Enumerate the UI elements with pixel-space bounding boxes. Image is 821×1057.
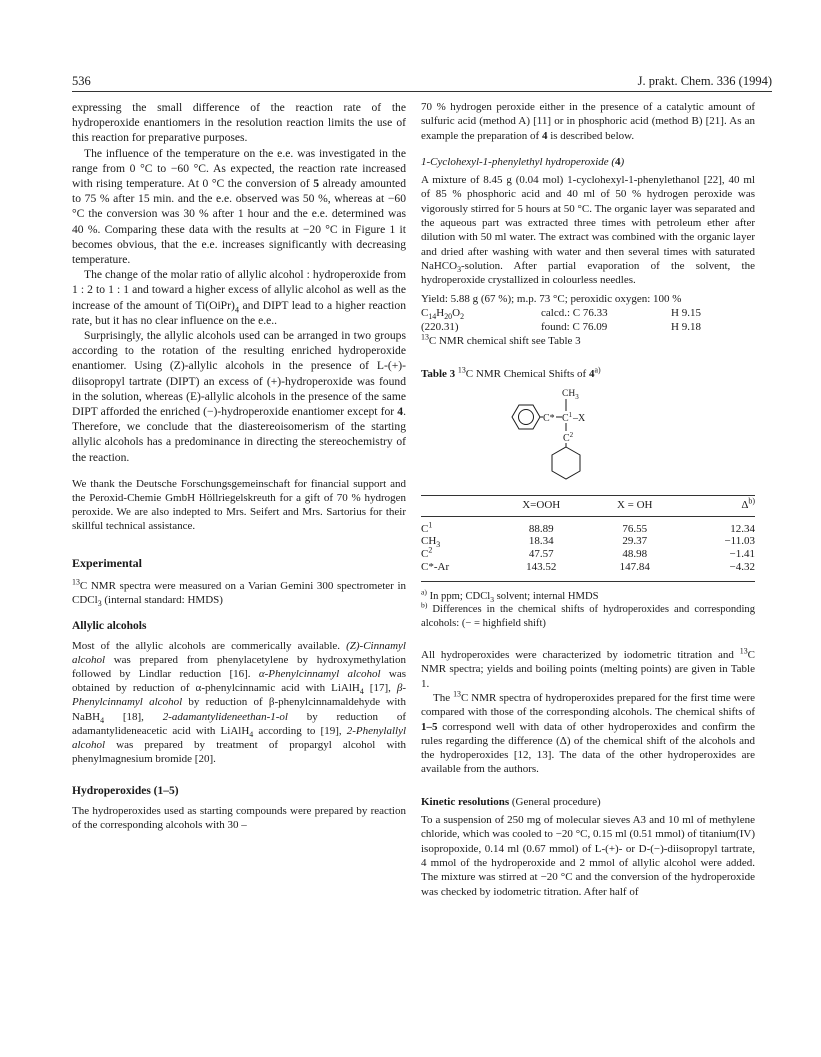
kinetic-paragraph: To a suspension of 250 mg of molecular sieves A3 and 10 ml of methylene chloride, which was cooled to −20 °C, 0.15 ml (0.51 mmol) of titanium(IV) isopropoxide, 0.14 ml (0.67 mmol) of L-(+)- or D-(−)-diisopropyl tartrate, 4 mmol of the hydroperoxide and 2 mmol of allylic alcohol were added. The mixture was stirred at −20 °C and the conversion of the hydroperoxide was checked by iodometric titration. After half of — [421, 814, 755, 898]
page-number: 536 — [72, 74, 91, 88]
paragraph-continued: expressing the small difference of the reaction rate of the hydroperoxide enantiomers in the resolution reaction limits the use of this reaction for preparative purposes. — [72, 101, 406, 145]
col-header-delta: $\Delta^{b)}$ — [682, 496, 756, 516]
hydroperoxides-heading: Hydroperoxides (1–5) — [72, 785, 179, 798]
table-title: Table 3 $^{13}$C NMR Chemical Shifts of 4$^{a)}$ — [421, 365, 601, 380]
compound-heading: 1-Cyclohexyl-1-phenylethyl hydroperoxide (4) — [421, 155, 625, 168]
paragraph-temperature: The influence of the temperature on the e.e. was investigated in the range from 0 °C to −60 °C. As expected, the reaction rate increased with rising temperature. At 0 °C the conversion of 5 already amounted to 75 % after 15 min. and the e.e. observed was 50 %, whereas at −60 °C the conversion was 30 % after 1 hour and the e.e. determined was 40 %. Comparing these data with the results at −20 °C in Figure 1 it becomes obvious, that the e.e. increases significantly with decreasing temperature. — [72, 146, 406, 267]
left-column — [72, 100, 406, 832]
nmr-table — [421, 495, 755, 581]
cstar-label: C* — [543, 413, 555, 425]
x-label: –X — [573, 413, 586, 425]
table-row: $C^2$ 47.57 48.98 −1.41 — [421, 545, 755, 561]
nmr-method-paragraph: $^{13}$C NMR spectra were measured on a Varian Gemini 300 spectrometer in CDCl$_3$ (internal standard: HMDS) — [72, 577, 406, 609]
cyclohexyl-ring — [552, 447, 580, 479]
journal-reference: J. prakt. Chem. 336 (1994) — [637, 74, 772, 88]
preparation-paragraph: A mixture of 8.45 g (0.04 mol) 1-cyclohexyl-1-phenylethanol [22], 40 ml of 85 % phosphoric acid and 40 ml of 50 % hydrogen peroxide was vigorously stirred for 5 hours at 50 °C. The organic layer was separated and the aqueous part was extracted three times with petroleum ether after dilution with 50 ml water. The extract was combined with the organic layer and dried after washing with water and then several times with saturated NaHCO$_3$-solution. After partial evaporation of the solvent, the hydroperoxide crystallized in colourless needles. — [421, 174, 755, 287]
nmr-reference-line: $^{13}$C NMR chemical shift see Table 3 — [421, 332, 581, 348]
c2-label: $C^2$ — [563, 431, 574, 445]
table-row: $CH_3$ 18.34 29.37 −11.03 — [421, 535, 755, 550]
acknowledgements: We thank the Deutsche Forschungsgemeinschaft for financial support and the Peroxid-Chemie GmbH Höllriegelskreuth for a gift of 70 % hydrogen peroxide. We are also indepted to Mrs. Seifert and Mrs. Sartorius for their skillful technical assistance. — [72, 477, 406, 533]
table-row: $C^1$ 88.89 76.55 12.34 — [421, 519, 755, 535]
paragraph-allylic-groups: Surprisingly, the allylic alcohols used can be arranged in two groups according to the rotation of the resulting enriched hydroperoxide enantiomer. Using (Z)-allylic alcohols in the presence of L-(+)-diisopropyl tartrate (DIPT) an excess of (+)-hydroperoxide was found in the solution, whereas (E)-allylic alcohols in the presence of the same DIPT afforded the enriched (−)-hydroperoxide enantiomer except for 4. Therefore, we conclude that the diastereoisomerism of the starting allylic alcohols has a predominance in directing the stereochemistry of the reaction. — [72, 329, 406, 464]
hydroperoxides-paragraph: The hydroperoxides used as starting compounds were prepared by reaction of the corresponding alcohols with 30 – — [72, 804, 406, 831]
allylic-alcohols-heading: Allylic alcohols — [72, 620, 147, 633]
table-row: C*-Ar 143.52 147.84 −4.32 — [421, 561, 755, 581]
col-header-oh: X = OH — [588, 496, 682, 516]
experimental-heading: Experimental — [72, 555, 142, 570]
elemental-analysis-found: (220.31) found: C 76.09 H 9.18 — [421, 321, 701, 334]
benzene-ring — [512, 405, 540, 429]
spectra-paragraph: The $^{13}$C NMR spectra of hydroperoxides prepared for the first time were compared with those of the corresponding alcohols. The chemical shifts of 1–5 correspond well with data of other hydroperoxides and confirm the rules regarding the difference (Δ) of the chemical shift of the alcohols and the hydroperoxides [12, 13]. The data of the other hydroperoxides are available from the authors. — [421, 689, 756, 776]
table-footnote-b: $^{b)}$ Differences in the chemical shifts of hydroperoxides and corresponding alcohols: (− = highfield shift) — [421, 600, 755, 629]
c1-label: $C^1$ — [562, 411, 573, 425]
yield-line: Yield: 5.88 g (67 %); m.p. 73 °C; peroxidic oxygen: 100 % — [421, 292, 682, 305]
allylic-alcohols-paragraph: Most of the allylic alcohols are commerically available. (Z)-Cinnamyl alcohol was prepared from phenylacetylene by hydroxymethylation followed by Lindlar reduction [16]. α-Phenylcinnamyl alcohol was obtained by reduction of α-phenylcinnamic acid with LiAlH$_4$ [17], β-Phenylcinnamyl alcohol by reduction of β-phenylcinnamaldehyde with NaBH$_4$ [18], 2-adamantylideneethan-1-ol by reduction of adamantylideneacetic acid with LiAlH$_4$ according to [19], 2-Phenylallyl alcohol was prepared by treatment of propargyl alcohol with phenylmagnesium bromide [20]. — [72, 639, 407, 766]
kinetic-heading: Kinetic resolutions (General procedure) — [421, 795, 601, 808]
characterization-paragraph: All hydroperoxides were characterized by iodometric titration and $^{13}$C NMR spectra; yields and boiling points (melting points) are given in Table 1. — [421, 646, 755, 690]
col-header-ooh: X=OOH — [494, 496, 588, 516]
ch3-label: $CH_3$ — [562, 389, 579, 402]
table-footnote-a: $^{a)}$ In ppm; CDCl$_3$ solvent; internal HMDS — [421, 587, 599, 604]
elemental-analysis-calcd: $C_{14}H_{20}O_2$ calcd.: C 76.33 H 9.15 — [421, 306, 701, 322]
running-header — [72, 74, 772, 92]
method-paragraph: 70 % hydrogen peroxide either in the presence of a catalytic amount of sulfuric acid (method A) [11] or in phosphoric acid (method B) [21]. As an example the preparation of 4 is described below. — [421, 101, 755, 142]
right-column — [421, 100, 755, 899]
paragraph-molar-ratio: The change of the molar ratio of allylic alcohol : hydroperoxide from 1 : 2 to 1 : 1 and toward a higher excess of allylic alcohol as well as the increase of the amount of $Ti(OiPr)_4$ and DIPT lead to a higher reaction rate, but it has no clear influence on the e.e.. — [72, 268, 406, 327]
structure-diagram — [421, 381, 755, 485]
header-rule — [72, 91, 772, 92]
